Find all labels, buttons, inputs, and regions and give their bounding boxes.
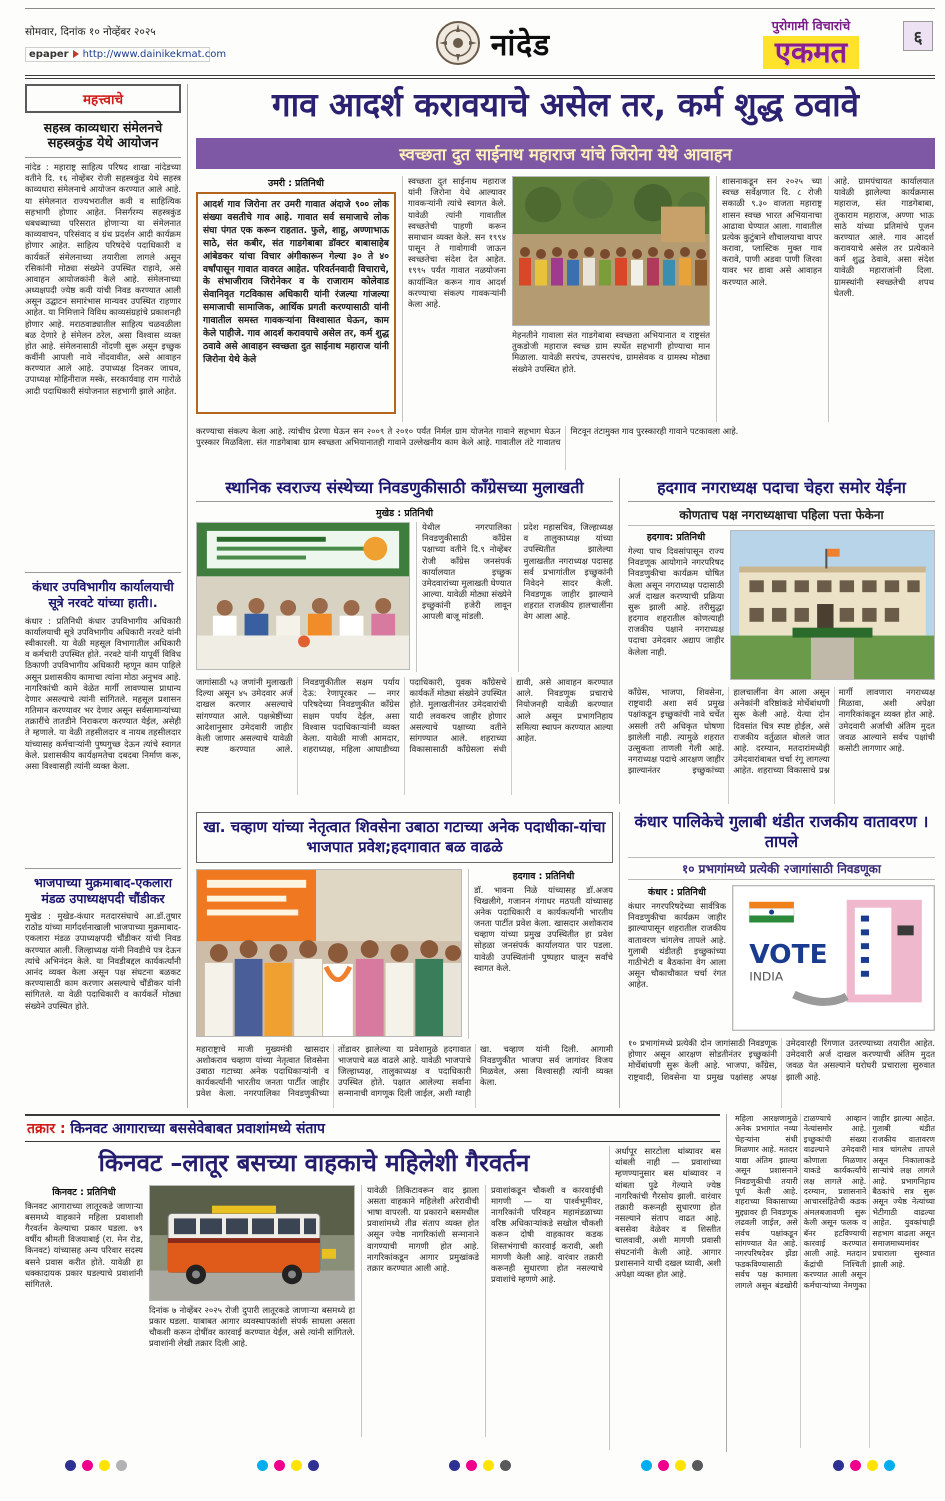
epaper-label: epaper [29,48,69,60]
congress-below [196,677,613,795]
kinwat-col-4: प्रवाशांकडून चौकशी व कारवाईची मागणी — या पार्श्वभूमीवर, नागरिकांनी परिवहन महामंडळाच्या वरिष्ठ अधिकाऱ्यांकडे सखोल चौकशी करून दोषी वाहकावर कडक शिस्तभंगाची कारवाई करावी, अशी मागणी केली आहे. वारंवार तक्रारी करूनही सुधारणा होत नसल्याचे प्रवाशांचे म्हणणे आहे. [485,1185,603,1437]
page-number: ६ [903,21,933,51]
hadgaon-subhead: कोणताच पक्ष नगराध्यक्षाचा पहिला पत्ता फेकेना [628,506,935,526]
divider [25,868,181,869]
congress-col-1: येथील नगरपालिका निवडणुकीसाठी काँग्रेस पक्षाच्या वतीने दि.९ नोव्हेंबर रोजी काँग्रेस जनसंपर्क कार्यालयात इच्छुक उमेदवारांच्या मुलाखती घेण्यात आल्या. यावेळी मोठ्या संख्येने इच्छुकांनी हजेरी लावून आपली बाजू मांडली. [416,522,512,672]
sammelan-title: सहस्त्रकुंड येथे आयोजन [25,136,181,158]
congress-below-text: निवडणुकीतील सक्षम पर्याय देऊ: रेणापूरकर — नगर परिषदेच्या निवडणुकीत काँग्रेस सक्षम पर्याय देईल, असा विश्वास पदाधिकाऱ्यांनी व्यक्त केला. यावेळी माजी आमदार, शहराध्यक्ष, महिला आघाडीच्या पदाधिकारी, युवक काँग्रेसचे कार्यकर्ते मोठ्या संख्येने उपस्थित होते. मुलाखतीनंतर उमेदवारांची यादी लवकरच जाहीर होणार असल्याचे पक्षाच्या वतीने सांगण्यात आले. शहराच्या विकासासाठी काँग्रेसला संधी द्यावी, असे आवाहन करण्यात आले. निवडणूक प्रचाराचे नियोजनही यावेळी करण्यात आले असून प्रभागनिहाय समित्या स्थापन करण्यात आल्या आहेत. [302,677,613,755]
newspaper-emblem-icon [435,20,481,66]
bjp-entry-group-photo [196,869,462,1037]
kinwat-col-1-wrap [25,1185,143,1437]
page-header [25,8,935,72]
lead-box-column [196,176,396,422]
congress-meeting-photo [196,522,410,670]
lead-col-4: आहे. ग्रामपंचायत कार्यालयात यावेळी झालेल्या कार्यक्रमास महाराज, संत गाडगेबाबा, तुकाराम महाराज, अण्णा भाऊ साठे यांच्या प्रतिमांचे पूजन करण्यात आले. गाव आदर्श करावयाचे असेल तर प्रत्येकाने कर्म शुद्ध ठेवावे, असा संदेश यावेळी महाराजांनी दिला. ग्रामस्थांनी स्वच्छतेची शपथ घेतली. [828,176,934,422]
congress-dateline: मुखेड : प्रतिनिधी [375,508,434,519]
left-column [25,84,188,1108]
hadgaon-dateline: हदगाव: प्रतिनिधी [646,532,706,543]
color-dot-group [65,1460,127,1471]
color-dot-group [833,1460,895,1471]
st-bus-photo [149,1185,355,1301]
divider [25,572,181,573]
lead-col-extra: करण्याचा संकल्प केला आहे. त्यांचीच प्रेरणा घेऊन सन २००९ ते २०१० पर्यंत निर्मल ग्राम योजनेत गावाने सहभाग घेऊन पुरस्कार मिळविला. संत गाडगेबाबा ग्राम स्वच्छता अभियानातही गावाने उल्लेखनीय काम केले आहे. गावातील तंटे गावातच मिटवून तंटामुक्त गाव पुरस्कारही गावाने पटकावला आहे. [196,426,739,448]
kinwat-body [25,1146,720,1450]
hadgaon-headline: हदगाव नगराध्यक्ष पदाचा चेहरा समोर येईना [628,478,935,502]
right-area [196,84,935,1108]
arrow-icon [73,50,79,58]
print-registration-marks [25,1452,935,1471]
kinwat-article [25,1114,727,1452]
lead-box-text: आदर्श गाव जिरोना तर उमरी गावात अंदाजे ९०० लोक संख्या वसतीचे गाव आहे. गावात सर्व समाजाचे लोक संघा पंगत एक करून राहतात. फुले, शाहू, अण्णाभाऊ साठे, संत कबीर, संत गाडगेबाबा डॉक्टर बाबासाहेब आंबेडकर यांचा विचार अंगीकारून गेल्या ३० ते ४० वर्षांपासून गावात वावरत आहेत. परिवर्तनवादी विचाराचे, के संभाजीराव जिरोनेकर व के राजाराम कोलेवाड सेवानिवृत गटविकास अधिकारी यांनी रंजल्या गांजल्या समाजाची सामाजिक, आर्थिक प्रगती करण्यासाठी यांनी गावातील समस्त गावकऱ्यांना विश्वासात घेऊन, काम केले पाहीजे. गाव आदर्श करावयाचे असेल तर, कर्म शुद्ध ठवावे असे आवाहन स्वच्छता दुत साईनाथ महाराज यांनी जिरोना येथे केले [196,192,396,414]
vote-india-graphic [732,885,935,1031]
complaint-band [25,1114,720,1142]
shivsena-below: महाराष्ट्राचे माजी मुख्यमंत्री खासदार अशोकराव चव्हाण यांच्या नेतृत्वात शिवसेना उबाठा गटाच्या अनेक पदाधिकाऱ्यांनी व कार्यकर्त्यांनी भारतीय जनता पार्टीत जाहीर प्रवेश केला. नगरपालिका निवडणुकीच्या तोंडावर झालेल्या या प्रवेशामुळे हदगावात भाजपाचे बळ वाढले आहे. यावेळी भाजपाचे जिल्हाध्यक्ष, तालुकाध्यक्ष व पदाधिकारी उपस्थित होते. पक्षात आलेल्या सर्वांना सन्मानाची वागणूक दिली जाईल, अशी ग्वाही खा. चव्हाण यांनी दिली. आगामी निवडणुकीत भाजपा सर्व जागांवर विजय मिळवेल, असा विश्वासही त्यांनी व्यक्त केला. [196,1043,613,1099]
congress-col-2: प्रदेश महासचिव, जिल्हाध्यक्ष व तालुकाध्यक्ष यांच्या उपस्थितीत झालेल्या मुलाखतीत नगराध्यक्ष पदासह सर्व प्रभागांतील इच्छुकांनी निवेदने सादर केली. निवडणूक जाहीर झाल्याने शहरात राजकीय हालचालींना वेग आला आहे. [518,522,614,672]
bottom-band-row [25,1114,935,1452]
kinwat-side-col: अर्धापूर सारटोला थांब्यावर बस थांबली नाही — प्रवाशांच्या म्हणण्यानुसार बस थांब्यावर न थांबता पुढे गेल्याने ज्येष्ठ नागरिकांची गैरसोय झाली. वारंवार तक्रारी करूनही सुधारणा होत नसल्याने संताप वाढत आहे. बससेवा वेळेवर व शिस्तीत चालवावी, अशी मागणी प्रवासी संघटनांनी केली आहे. आगार प्रशासनाने याची दखल घ्यावी, अशी अपेक्षा व्यक्त होत आहे. [609,1146,721,1450]
hadgaon-row [628,530,935,682]
masthead-title: एकमत [763,36,859,69]
hadgaon-col-1-wrap [628,530,724,682]
shivsena-row [196,869,613,1039]
complaint-label: तक्रार : [27,1121,66,1137]
kinwat-dateline: किनवट : प्रतिनिधी [52,1186,116,1198]
section-row-3 [196,812,935,1108]
narwate-title: कंधार उपविभागीय कार्यालयाची सूत्रे नरवटे यांच्या हाती।. [32,579,174,611]
kinwat-under-photo: दिनांक ७ नोव्हेंबर २०२५ रोजी दुपारी लातूरकडे जाणाऱ्या बसमध्ये हा प्रकार घडला. याबाबत आगार व्यवस्थापकांशी संपर्क साधला असता चौकशी करून दोषींवर कारवाई करण्यात येईल, असे त्यांनी सांगितले. प्रवाशांनी लेखी तक्रार दिली आहे. [149,1304,355,1349]
kinwat-columns [25,1185,603,1437]
congress-photo-wrap [196,522,410,672]
color-dot-group [449,1460,511,1471]
shivsena-side-text: डॉ. भावना निळे यांच्यासह डॉ.अजय चिखलीगे, गजानन गंगाधर मठपती यांच्यासह अनेक पदाधिकारी व कार्यकर्त्यांनी भारतीय जनता पार्टीत प्रवेश केला. खासदार अशोकराव चव्हाण यांच्या प्रमुख उपस्थितीत हा प्रवेश सोहळा जनसंपर्क कार्यालयात पार पडला. यावेळी उपस्थितांनी पुष्पहार घालून सर्वांचे स्वागत केले. [474,884,613,973]
congress-article [196,478,620,804]
epaper-link-row [25,47,227,62]
kinwat-main [25,1146,603,1450]
header-divider [25,75,935,79]
village-gathering-photo [512,176,710,326]
color-dot-group [257,1460,319,1471]
sammelan-body: नांदेड : महाराष्ट्र साहित्य परिषद शाखा नांदेडच्या वतीने दि. १६ नोव्हेंबर रोजी सहस्त्रकुंड येथे सहस्त्र काव्यधारा संमेलनाचे आयोजन करण्यात आले आहे. या संमेलनात राज्यभरातील कवी व साहित्यिक सहभागी होणार आहेत. निसर्गरम्य सहस्त्रकुंड धबधब्याच्या परिसरात होणाऱ्या या संमेलनात काव्यवाचन, परिसंवाद व ग्रंथ प्रदर्शन आदी कार्यक्रम होणार आहेत. साहित्य परिषदेचे पदाधिकारी व कार्यकर्ते संमेलनाच्या तयारीला लागले असून रसिकांनी मोठ्या संख्येने उपस्थित राहावे, असे आवाहन आयोजकांनी केले आहे. संमेलनाच्या अध्यक्षपदी ज्येष्ठ कवी यांची निवड करण्यात आली असून उद्घाटन समारंभास मान्यवर उपस्थित राहणार आहेत. या निमित्ताने विविध काव्यसंग्रहांचे प्रकाशनही होणार आहे. मराठवाड्यातील साहित्य चळवळीला बळ देणारे हे संमेलन ठरेल, असा विश्वास व्यक्त होत आहे. संमेलनासाठी नोंदणी सुरू असून इच्छुक कवींनी आपली नावे नोंदवावीत, असे आवाहन करण्यात आले आहे. उपाध्यक्ष दिनकर जाधव, उपाध्यक्ष मोहिनीराज मस्के, सरकार्यवाह राम गारोळे आदी पदाधिकारी संयोजनात सहभागी झाले आहेत. [25,162,181,396]
kinwat-col-1: किनवट आगाराच्या लातूरकडे जाणाऱ्या बसमध्ये वाहकाने महिला प्रवाशाशी गैरवर्तन केल्याचा प्रकार घडला. ७९ वर्षीय श्रीमती विजयाबाई (रा. मेन रोड, किनवट) यांच्यासह अन्य परिवार सदस्य बसने प्रवास करीत होते. यावेळी हा धक्कादायक प्रकार घडल्याचे प्रवाशांनी सांगितले. [25,1200,143,1289]
lead-col-2: मेहनतीने गावाला संत गाडगेबाबा स्वच्छता अभियानात व राष्ट्रसंत तुकडोजी महाराज स्वच्छ ग्राम स्पर्धेत सहभागी होण्याचा मान मिळाला. यावेळी सरपंच, उपसरपंच, ग्रामसेवक व ग्रामस्थ मोठ्या संख्येने उपस्थित होते. [512,330,710,374]
lead-col-3: शासनाकडून सन २०२५ च्या स्वच्छ सर्वेक्षणात दि. ८ रोजी सकाळी ९.३० वाजता महाराष्ट्र शासन स्वच्छ भारत अभियानाचा आढावा घेण्यात आला. गावातील प्रत्येक कुटुंबाने शौचालयाचा वापर करावा, प्लास्टिक मुक्त गाव करावे, पाणी अडवा पाणी जिरवा यावर भर द्यावा असे आवाहन करण्यात आले. [716,176,822,422]
shivsena-side-col [468,869,613,1039]
kinwat-col-3: यावेळी तिकिटावरून वाद झाला असता वाहकाने महिलेशी अरेरावीची भाषा वापरली. या प्रकाराने बसमधील प्रवाशांमध्ये तीव्र संताप व्यक्त होत असून ज्येष्ठ नागरिकांशी सन्मानाने वागण्याची मागणी होत आहे. नागरिकांकडून आगार प्रमुखांकडे तक्रार करण्यात आली आहे. [361,1185,479,1437]
shivsena-headline: खा. चव्हाण यांच्या नेतृत्वात शिवसेना उबाठा गटाच्या अनेक पदाधीका-यांचा भाजपात प्रवेश;हदगावात बळ वाढळे [196,812,613,863]
lead-col-1: स्वच्छता दुत साईनाथ महाराज यांनी जिरोना येथे आल्यावर गावकऱ्यांनी त्यांचे स्वागत केले. यावेळी त्यांनी गावातील स्वच्छतेची पाहणी करून समाधान व्यक्त केले. सन १९९४ पासून ते गावोगावी जाऊन स्वच्छतेचा संदेश देत आहेत. १९९५ पर्यंत गावात नळयोजना कार्यान्वित करून गाव आदर्श करण्याचा संकल्प गावकऱ्यांनी केला आहे. [402,176,506,422]
complaint-text: किनवट आगाराच्या बससेवेबाबत प्रवाशांमध्ये संताप [65,1121,325,1137]
hadgaon-below: काँग्रेस, भाजपा, शिवसेना, राष्ट्रवादी अशा सर्व प्रमुख पक्षांकडून इच्छुकांची नावे चर्चेत असली तरी अधिकृत घोषणा झालेली नाही. त्यामुळे शहरात उत्सुकता ताणली गेली आहे. नगराध्यक्ष पदाचे आरक्षण जाहीर झाल्यानंतर इच्छुकांच्या हालचालींना वेग आला असून अनेकांनी वरिष्ठांकडे मोर्चेबांधणी सुरू केली आहे. येत्या दोन दिवसांत चित्र स्पष्ट होईल, असे राजकीय वर्तुळात बोलले जात आहे. दरम्यान, मतदारांमध्येही उमेदवारांबाबत चर्चा रंगू लागल्या आहेत. शहराच्या विकासाचे प्रश्न मार्गी लावणारा नगराध्यक्ष मिळावा, अशी अपेक्षा नागरिकांकडून व्यक्त होत आहे. उमेदवारी अर्जाची अंतिम मुदत जवळ आल्याने सर्वच पक्षांची कसोटी लागणार आहे. [628,687,935,776]
edition-city: नांदेड [490,27,551,63]
kandhar-col-1: कंधार नगरपरिषदेच्या सार्वत्रिक निवडणुकीचा कार्यक्रम जाहीर झाल्यापासून शहरातील राजकीय वातावरण चांगलेच तापले आहे. गुलाबी थंडीतही इच्छुकांच्या गाठीभेटी व बैठकांना वेग आला असून चौकाचौकात चर्चा रंगत आहेत. [628,901,726,990]
kandhar-below: १० प्रभागांमध्ये प्रत्येकी दोन जागांसाठी निवडणूक होणार असून आरक्षण सोडतीनंतर इच्छुकांनी मोर्चेबांधणी सुरू केली आहे. भाजपा, काँग्रेस, राष्ट्रवादी, शिवसेना या प्रमुख पक्षांसह अपक्ष उमेदवारही रिंगणात उतरण्याच्या तयारीत आहेत. उमेदवारी अर्ज दाखल करण्याची अंतिम मुदत जवळ येत असल्याने घरोघरी प्रचाराला सुरुवात झाली आहे. [628,1038,935,1082]
hadgaon-photo-wrap [730,530,935,682]
lead-banner: स्वच्छता दुत साईनाथ महाराज यांचे जिरोना येथे आवाहन [196,138,935,169]
kandhar-col-1-wrap [628,885,726,1033]
section-row-2 [196,478,935,804]
kandhar-article [628,812,935,1108]
congress-col-3: जागांसाठी ५३ जणांनी मुलाखती दिल्या असून ४५ उमेदवार अर्ज दाखल करणार असल्याचे सांगण्यात आले. पक्षश्रेष्ठींच्या आदेशानुसार उमेदवारी जाहीर केली जाणार असल्याचे यावेळी स्पष्ट करण्यात आले. [196,677,293,755]
header-left [25,25,250,62]
municipal-building-photo [730,530,935,680]
kinwat-photo-block [149,1185,355,1437]
congress-row [196,522,613,672]
hadgaon-article [628,478,935,804]
shivsena-article [196,812,620,1108]
congress-headline: स्थानिक स्वराज्य संस्थेच्या निवडणुकीसाठी काँग्रेसच्या मुलाखती [196,478,613,502]
lead-dateline: उमरी : प्रतिनिधी [268,178,324,189]
narwate-body: कंधार : प्रतिनिधी कंधार उपविभागीय अधिकारी कार्यालयाची सूत्रे उपविभागीय अधिकारी नरवटे यांनी स्वीकारली. या वेळी महसूल विभागातील अधिकारी व कर्मचारी उपस्थित होते. नरवटे यांनी यापूर्वी विविध ठिकाणी उपविभागीय अधिकारी म्हणून काम पाहिले असून प्रशासकीय कामाचा त्यांना मोठा अनुभव आहे. नागरिकांची कामे वेळेत मार्गी लावण्यास प्राधान्य देणार असल्याचे त्यांनी सांगितले. महसूल प्रशासन गतिमान करण्यावर भर देणार असून सर्वसामान्यांच्या तक्रारींचे तातडीने निराकरण करण्यात येईल, असेही ते म्हणाले. या वेळी तहसीलदार व नायब तहसीलदार यांच्यासह कर्मचाऱ्यांनी पुष्पगुच्छ देऊन त्यांचे स्वागत केले. प्रशासकीय कार्यक्षमतेचा दबदबा निर्माण करू, असा विश्वासही त्यांनी व्यक्त केला. [25,615,181,771]
chaundikar-title: भाजपाच्या मुक्रमाबाद-एकलारा मंडळ उपाध्यक्षपदी चौंडीकर [34,874,172,906]
kandhar-row [628,885,935,1033]
kandhar-headline: कंधार पालिकेचे गुलाबी थंडीत राजकीय वातावरण । तापले [634,812,929,851]
color-dot-group [641,1460,703,1471]
masthead-tagline: पुरोगामी विचारांचे [771,17,851,33]
lead-photo-column [512,176,710,422]
kinwat-headline: किनवट –लातूर बसच्या वाहकाचे महिलेशी गैरवर्तन [98,1149,530,1177]
epaper-url[interactable]: http://www.dainikekmat.com [82,48,227,60]
lead-article [196,176,935,422]
vote-graphic-wrap [732,885,935,1033]
chaundikar-body: मुखेड : मुखेड-कंधार मतदारसंघाचे आ.डॉ.तुषार राठोड यांच्या मार्गदर्शनाखाली भाजपाच्या मुक्रमाबाद-एकलारा मंडळ उपाध्यक्षपदी चौंडीकर यांची निवड करण्यात आली. जिल्हाध्यक्ष यांनी निवडीचे पत्र देऊन त्यांचे अभिनंदन केले. या निवडीबद्दल कार्यकर्त्यांनी आनंद व्यक्त केला असून पक्ष संघटना बळकट करण्यासाठी काम करणार असल्याचे चौंडीकर यांनी सांगितले. या वेळी पदाधिकारी व कार्यकर्ते मोठ्या संख्येने उपस्थित होते. [25,911,181,1011]
lead-headline: गाव आदर्श करावयाचे असेल तर, कर्म शुद्ध ठवावे [271,86,859,124]
hadgaon-col-1: गेल्या पाच दिवसांपासून राज्य निवडणूक आयोगाने नगरपरिषद निवडणुकीचा कार्यक्रम घोषित केला असून नगराध्यक्ष पदासाठी अर्ज दाखल करण्याची प्रक्रिया सुरू झाली आहे. तरीसुद्धा हदगाव शहरातील कोणत्याही राजकीय पक्षाने नगराध्यक्ष पदाचा उमेदवार अद्याप जाहीर केलेला नाही. [628,546,724,657]
vote-label: VOTE [749,940,828,970]
kandhar-dateline: कंधार : प्रतिनिधी [648,887,706,898]
important-box [25,84,181,113]
shivsena-dateline: हदगाव : प्रतिनिधी [512,870,575,882]
header-center [250,20,735,66]
sammelan-kicker: सहस्त्र काव्यधारा संमेलनचे [43,120,163,135]
vote-sub-label: INDIA [749,969,784,984]
kandhar-continuation: महिला आरक्षणामुळे अनेक प्रभागांत नव्या चेहऱ्यांना संधी मिळणार आहे. मतदार याद्या अंतिम झाल्या असून प्रशासनाने निवडणुकीची तयारी पूर्ण केली आहे. शहराच्या विकासाच्या मुद्द्यावर ही निवडणूक लढवली जाईल, असे सर्वच पक्षांकडून सांगण्यात येत आहे. नगरपरिषदेवर झेंडा फडकविण्यासाठी सर्वच पक्ष कामाला लागले असून बंडखोरी टाळण्याचे आव्हान नेत्यांसमोर आहे. इच्छुकांची संख्या वाढल्याने उमेदवारी कोणाला मिळणार याकडे कार्यकर्त्यांचे लक्ष लागले आहे. दरम्यान, प्रशासनाने आचारसंहितेची कडक अंमलबजावणी सुरू केली असून फलक व बॅनर हटविण्याची कारवाई करण्यात आली आहे. मतदान केंद्रांची निश्चिती करण्यात आली असून कर्मचाऱ्यांच्या नेमणुका जाहीर झाल्या आहेत. गुलाबी थंडीत राजकीय वातावरण मात्र चांगलेच तापले असून निकालाकडे साऱ्यांचे लक्ष लागले आहे. प्रभागनिहाय बैठकांचे सत्र सुरू असून ज्येष्ठ नेत्यांच्या भेटीगाठी वाढल्या आहेत. युवकांचाही सहभाग वाढला असून समाजमाध्यमांवर प्रचाराला सुरुवात झाली आहे. [735,1114,935,1290]
important-label: महत्त्वाचे [82,92,124,108]
kandhar-subhead: १० प्रभागांमध्ये प्रत्येकी २जागांसाठी निवडणूका [628,857,935,880]
shivsena-photo-wrap [196,869,462,1039]
date-line: सोमवार, दिनांक १० नोव्हेंबर २०२५ [25,25,156,38]
main-content [25,84,935,1108]
